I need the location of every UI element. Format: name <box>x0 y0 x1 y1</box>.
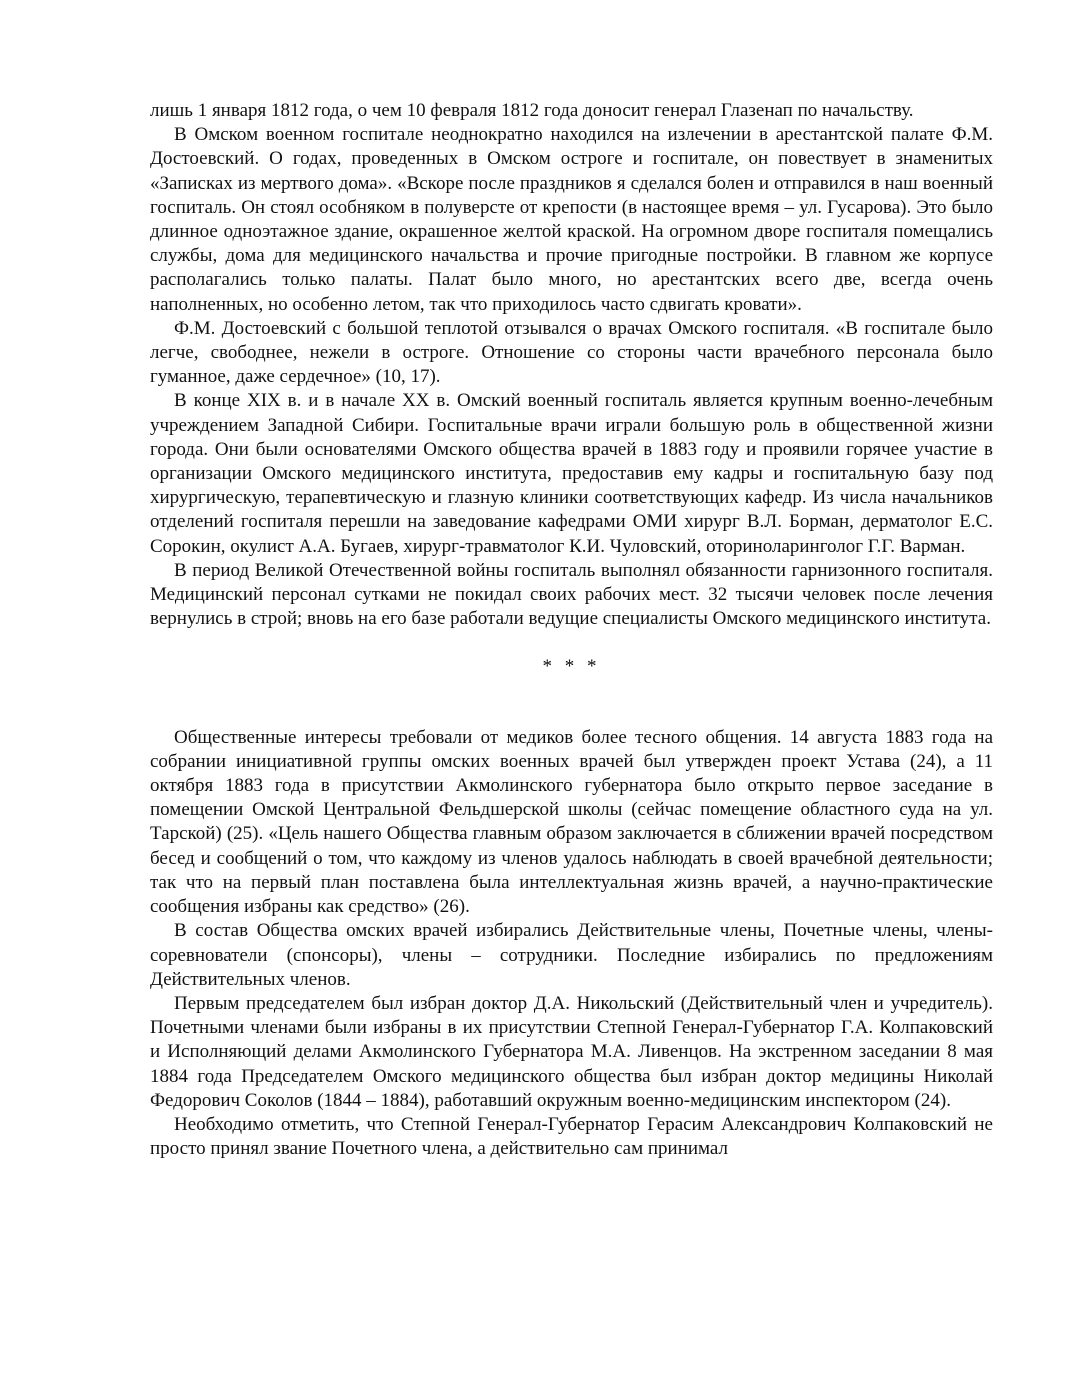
paragraph-7: В состав Общества омских врачей избирались Действительные члены, Почетные члены, члены-соревнователи (спонсоры), члены – сотрудники. Последние избирались по предложениям Действительных членов. <box>150 920 993 990</box>
paragraph-2: В Омском военном госпитале неоднократно находился на излечении в арестантской палате Ф.М. Достоевский. О годах, проведенных в Омском остроге и госпитале, он повествует в знаменитых «Записках из мертвого дома». «Вскоре после праздников я сделался болен и отправился в наш военный госпиталь. Он стоял особняком в полуверсте от крепости (в настоящее время – ул. Гусарова). Это было длинное одноэтажное здание, окрашенное желтой краской. На огромном дворе госпиталя помещались службы, дома для медицинского начальства и прочие пригодные постройки. В главном же корпусе располагались только палаты. Палат было много, но арестантских всего две, всегда очень наполненных, но особенно летом, так что приходилось часто сдвигать кровати». <box>150 124 993 315</box>
paragraph-3: Ф.М. Достоевский с большой теплотой отзывался о врачах Омского госпиталя. «В госпитале было легче, свободнее, нежели в остроге. Отношение со стороны части врачебного персонала было гуманное, даже сердечное» (10, 17). <box>150 317 993 388</box>
paragraph-9: Необходимо отметить, что Степной Генерал-Губернатор Герасим Александрович Колпаковский не просто принял звание Почетного члена, а действительно сам принимал <box>150 1113 993 1160</box>
paragraph-5: В период Великой Отечественной войны госпиталь выполнял обязанности гарнизонного госпиталя. Медицинский персонал сутками не покидал своих рабочих мест. 32 тысячи человек после лечения вернулись в строй; вновь на его базе работали ведущие специалисты Омского медицинского института. <box>150 559 993 630</box>
paragraph-1: лишь 1 января 1812 года, о чем 10 февраля 1812 года доносит генерал Глазенап по начальству. <box>150 100 914 121</box>
document-page <box>150 99 993 1161</box>
paragraph-8: Первым председателем был избран доктор Д.А. Никольский (Действительный член и учредитель). Почетными членами были избраны в их присутствии Степной Генерал-Губернатор Г.А. Колпаковский и Исполняющий делами Акмолинского Губернатора М.А. Ливенцов. На экстренном заседании 8 мая 1884 года Председателем Омского медицинского общества был избран доктор медицины Николай Федорович Соколов (1844 – 1884), работавший окружным военно-медицинским инспектором (24). <box>150 992 993 1111</box>
section-separator: * * * <box>542 656 601 678</box>
paragraph-4: В конце XIX в. и в начале XX в. Омский военный госпиталь является крупным военно-лечебным учреждением Западной Сибири. Госпитальные врачи играли большую роль в общественной жизни города. Они были основателями Омского общества врачей в 1883 году и проявили горячее участие в организации Омского медицинского института, предоставив ему кадры и госпитальную базу под хирургическую, терапевтическую и глазную клиники соответствующих кафедр. Из числа начальников отделений госпиталя перешли на заведование кафедрами ОМИ хирург В.Л. Борман, дерматолог Е.С. Сорокин, окулист А.А. Бугаев, хирург-травматолог К.И. Чуловский, оториноларинголог Г.Г. Варман. <box>150 390 993 557</box>
paragraph-6: Общественные интересы требовали от медиков более тесного общения. 14 августа 1883 года на собрании инициативной группы омских военных врачей был утвержден проект Устава (24), а 11 октября 1883 года в присутствии Акмолинского губернатора было открыто первое заседание в помещении Омской Центральной Фельдшерской школы (сейчас помещение областного суда на ул. Тарской) (25). «Цель нашего Общества главным образом заключается в сближении врачей посредством бесед и сообщений о том, что каждому из членов удалось наблюдать в своей врачебной деятельности; так что на первый план поставлена была интеллектуальная жизнь врачей, а научно-практические сообщения избраны как средство» (26). <box>150 726 993 918</box>
